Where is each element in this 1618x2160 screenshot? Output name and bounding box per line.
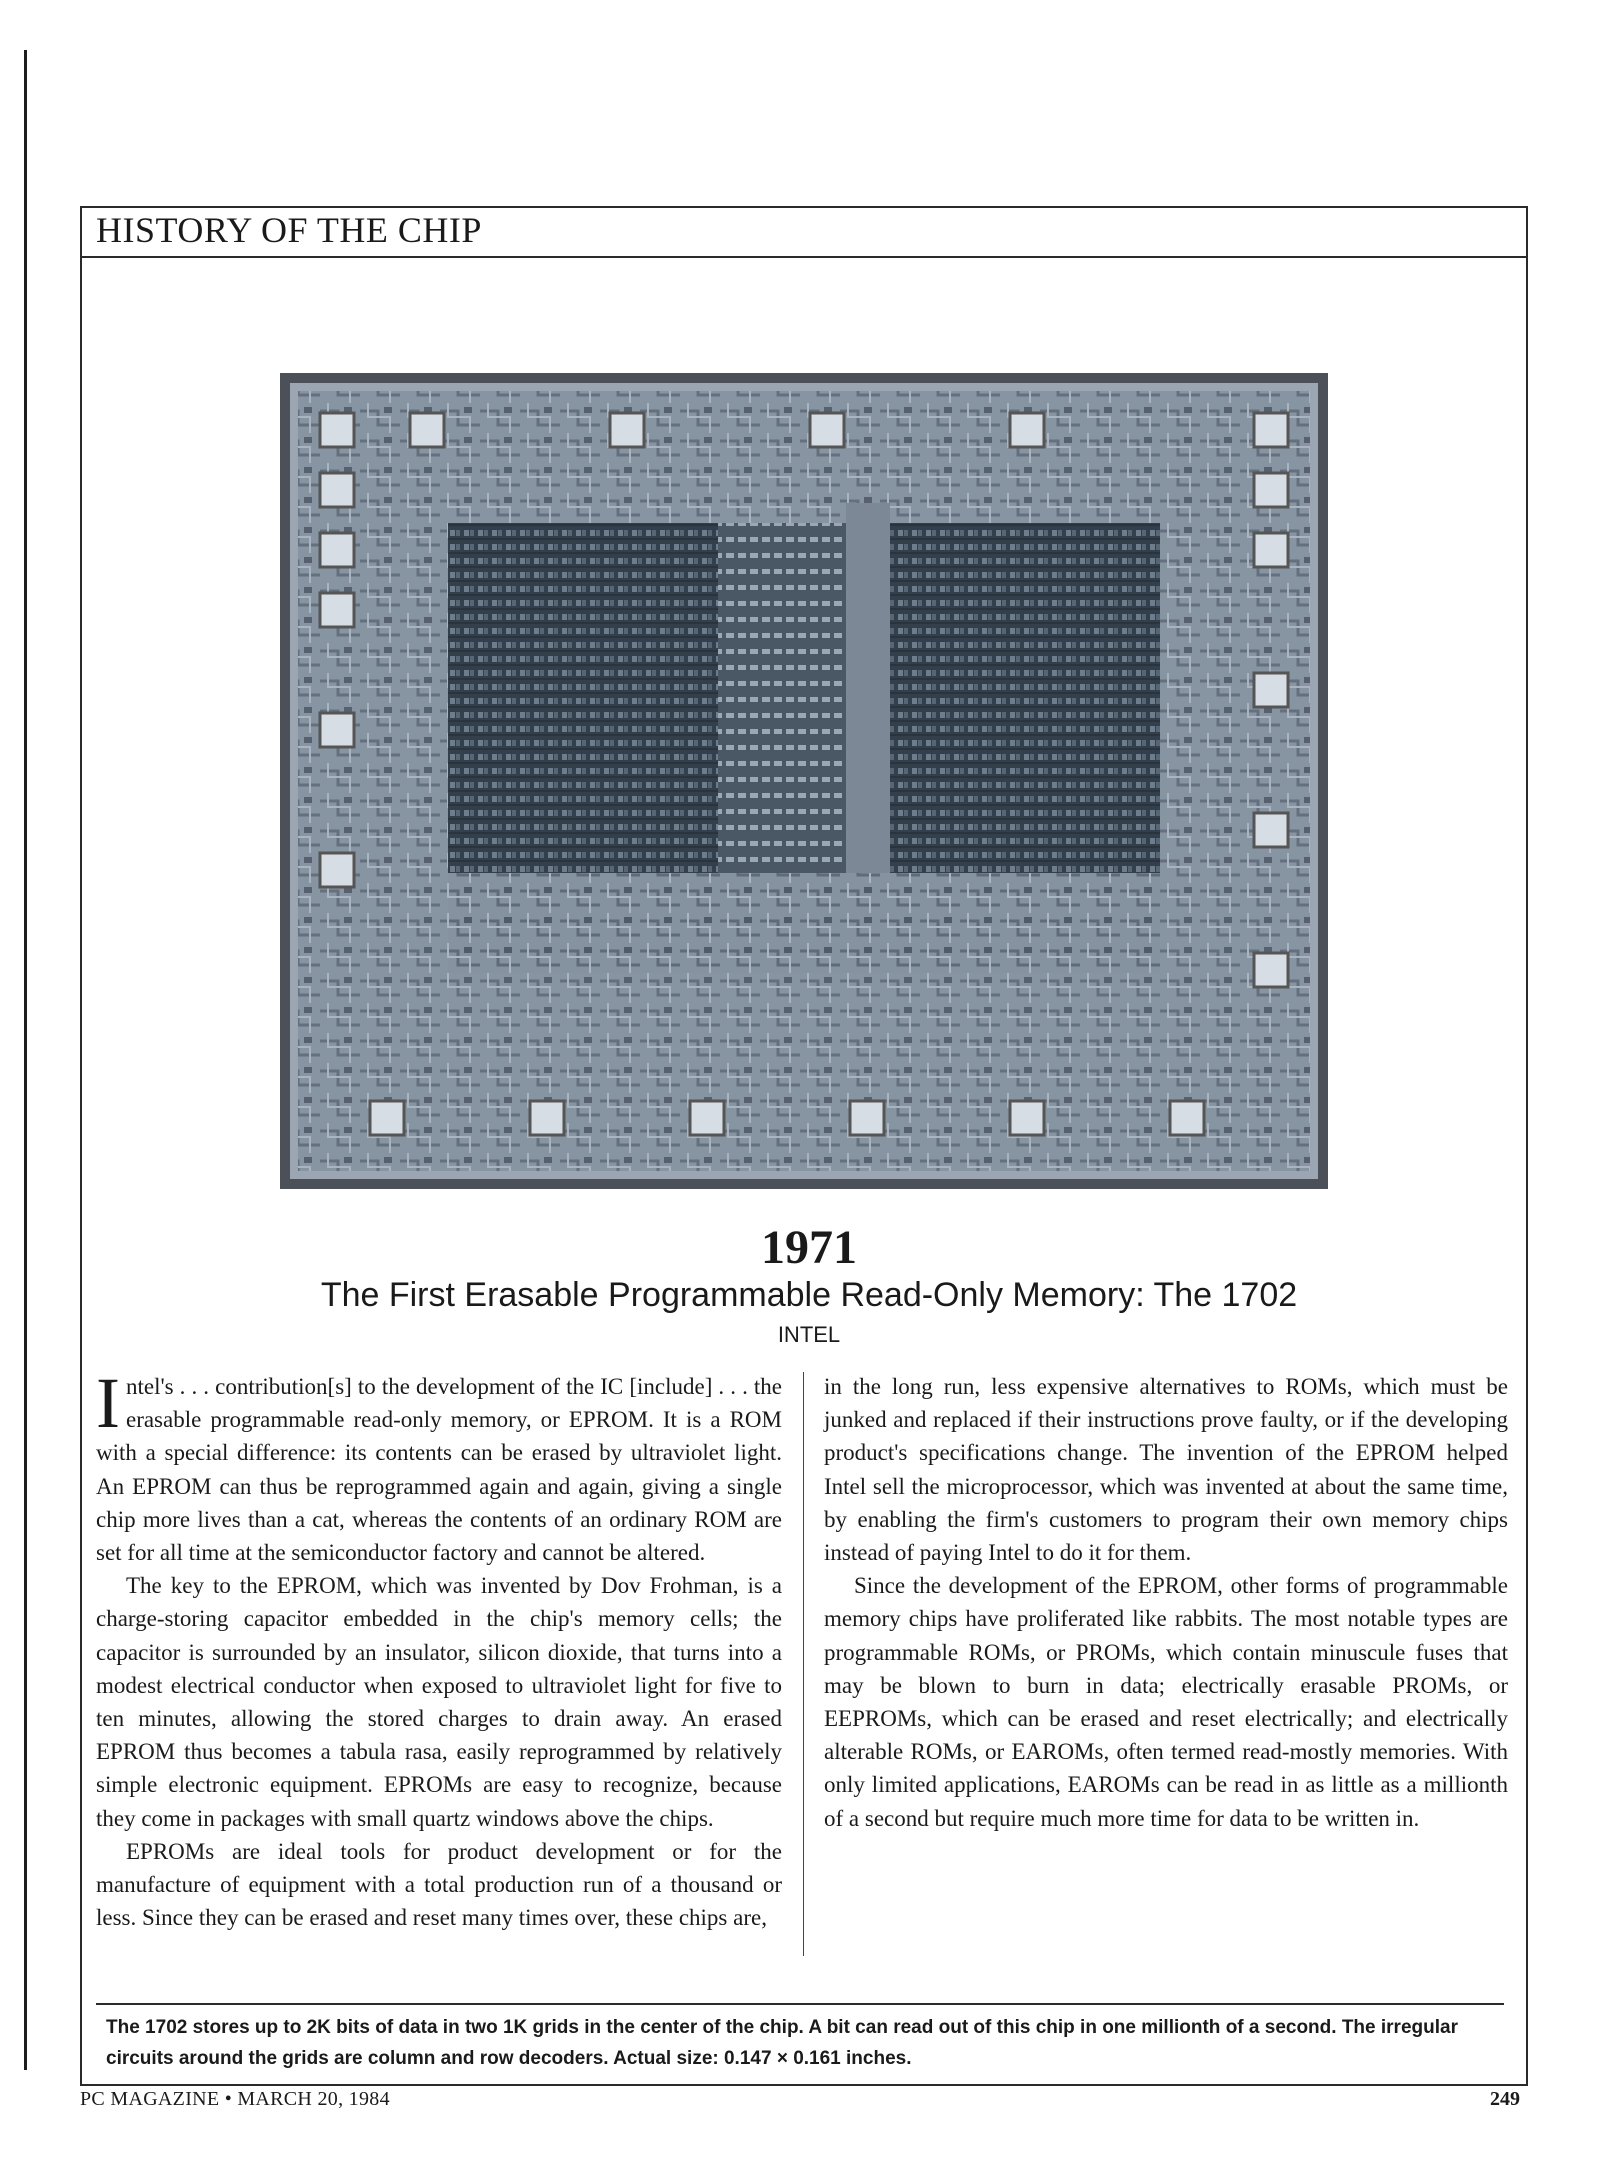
page-margin-rule [24, 50, 27, 2070]
article-year: 1971 [761, 1221, 857, 1274]
article-company: INTEL [777, 1322, 841, 1347]
section-title: HISTORY OF THE CHIP [96, 210, 482, 250]
article-column-left [96, 1363, 782, 1934]
article-paragraph-1 [96, 1363, 782, 1569]
drop-cap: I [96, 1363, 120, 1443]
article-paragraph-2: The key to the EPROM, which was invented by Dov Frohman, is a charge-storing capacitor embedded in the chip's memory cells; the capacitor is surrounded by an insulator, silicon dioxide, that turns into a modest electrical conductor when exposed to ultraviolet light for five to ten minutes, allowing the stored charges to drain away. An erased EPROM thus becomes a tabula rasa, easily reprogrammed by relatively simple electronic equipment. EPROMs are easy to recognize, because they come in packages with small quartz windows above the chips. [96, 1573, 782, 1831]
caption-rule [96, 2003, 1504, 2005]
footer-publication: PC MAGAZINE • MARCH 20, 1984 [80, 2088, 390, 2110]
article-column-right [824, 1370, 1508, 1835]
figure-caption: The 1702 stores up to 2K bits of data in two 1K grids in the center of the chip. A bit can read out of this chip in one millionth of a second. The irregular circuits around the grids are column and row decoders. Actual size: 0.147 × 0.161 inches. [106, 2017, 1458, 2069]
footer-page-number: 249 [1490, 2088, 1520, 2110]
article-paragraph-3: EPROMs are ideal tools for product development or for the manufacture of equipment with a total production run of a thousand or less. Since they can be erased and reset many times over, these chips are, [96, 1838, 782, 1931]
article-paragraph-3-continued: in the long run, less expensive alternatives to ROMs, which must be junked and replaced if their instructions prove faulty, or if the developing product's specifications change. The invention of the EPROM helped Intel sell the microprocessor, which was invented at about the same time, by enabling the firm's customers to program their own memory chips instead of paying Intel to do it for them. [824, 1374, 1508, 1566]
column-divider [803, 1372, 804, 1956]
chip-die-photo [280, 373, 1328, 1189]
article-paragraph-4: Since the development of the EPROM, other forms of programmable memory chips have proliferated like rabbits. The most notable types are programmable ROMs, or PROMs, which contain minuscule fuses that may be blown to burn in data; electrically erasable PROMs, or EEPROMs, which can be erased and reset electrically; and electrically alterable ROMs, or EAROMs, often termed read-mostly memories. With only limited applications, EAROMs can be read in as little as a millionth of a second but require much more time for data to be written in. [824, 1573, 1508, 1831]
article-subtitle: The First Erasable Programmable Read-Only Memory: The 1702 [320, 1276, 1298, 1314]
paragraph-1-text: ntel's . . . contribution[s] to the development of the IC [include] . . . the erasable programmable read-only memory, or EPROM. It is a ROM with a special difference: its contents can be erased by ultraviolet light. An EPROM can thus be reprogrammed again and again, giving a single chip more lives than a cat, whereas the contents of an ordinary ROM are set for all time at the semiconductor factory and cannot be altered. [96, 1374, 782, 1566]
